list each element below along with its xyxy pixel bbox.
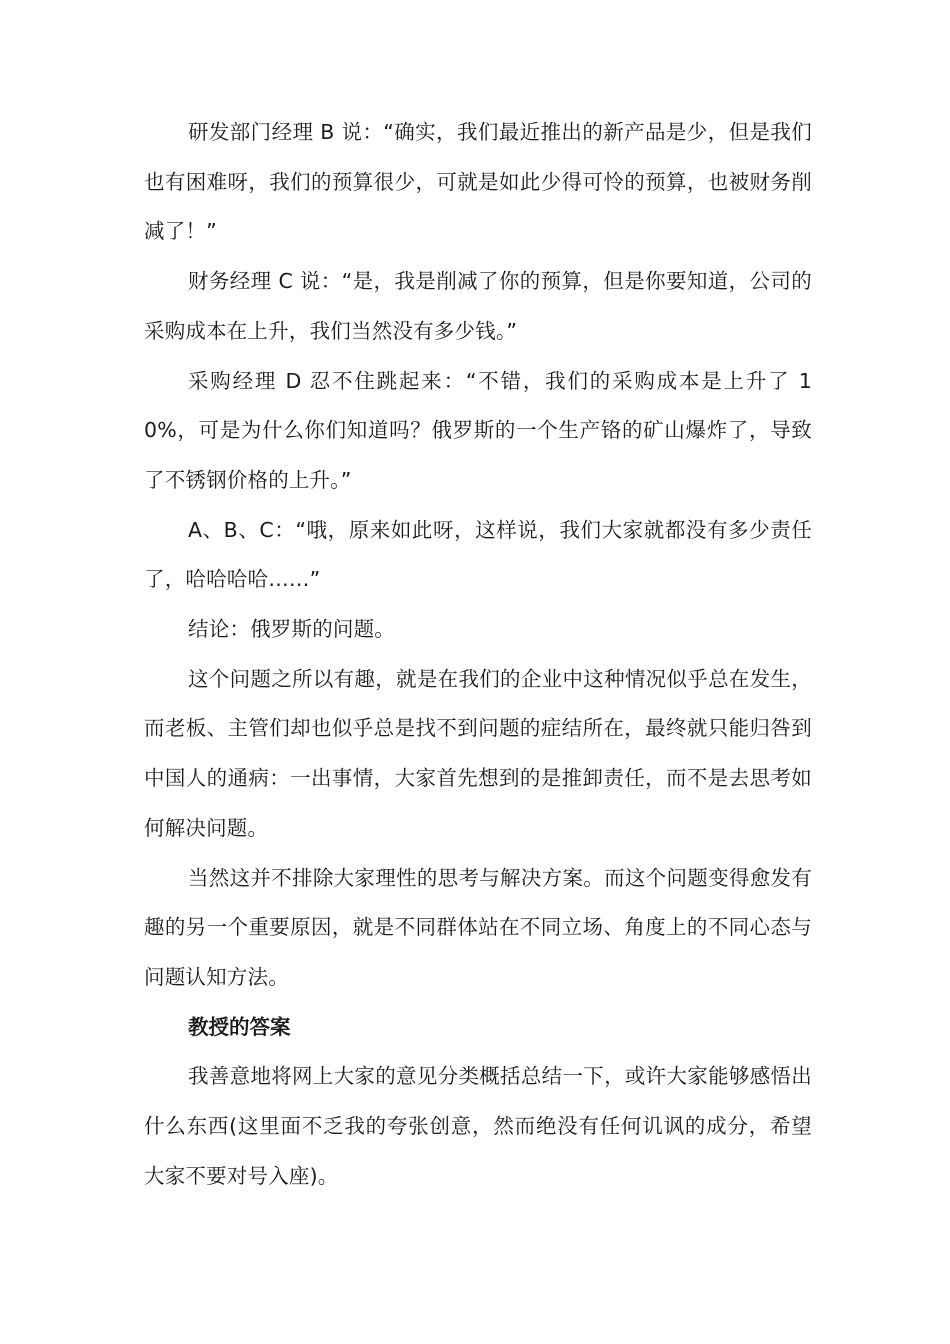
paragraph-finance-manager: 财务经理 C 说：“是，我是削减了你的预算，但是你要知道，公司的采购成本在上升，我们当然没有多少钱。” <box>144 269 812 343</box>
document-body <box>144 108 812 1201</box>
paragraph-conclusion: 结论：俄罗斯的问题。 <box>188 617 395 642</box>
paragraph-closing: 我善意地将网上大家的意见分类概括总结一下，或许大家能够感悟出什么东西(这里面不乏我的夸张创意，然而绝没有任何讥讽的成分，希望大家不要对号入座)。 <box>144 1064 812 1188</box>
paragraph-abc-reply: A、B、C：“哦，原来如此呀，这样说，我们大家就都没有多少责任了，哈哈哈哈……” <box>144 517 812 592</box>
paragraph-analysis: 这个问题之所以有趣，就是在我们的企业中这种情况似乎总在发生，而老板、主管们却也似乎总是找不到问题的症结所在，最终就只能归咎到中国人的通病：一出事情，大家首先想到的是推卸责任，而不是去思考如何解决问题。 <box>144 666 812 840</box>
paragraph-reasoning: 当然这并不排除大家理性的思考与解决方案。而这个问题变得愈发有趣的另一个重要原因，就是不同群体站在不同立场、角度上的不同心态与问题认知方法。 <box>144 865 812 989</box>
paragraph-purchasing-manager: 采购经理 D 忍不住跳起来：“不错，我们的采购成本是上升了 10%，可是为什么你们知道吗？俄罗斯的一个生产铬的矿山爆炸了，导致了不锈钢价格的上升。” <box>144 368 812 492</box>
paragraph-rd-manager: 研发部门经理 B 说：“确实，我们最近推出的新产品是少，但是我们也有困难呀，我们的预算很少，可就是如此少得可怜的预算，也被财务削减了！” <box>144 120 812 244</box>
section-heading: 教授的答案 <box>188 1014 291 1039</box>
